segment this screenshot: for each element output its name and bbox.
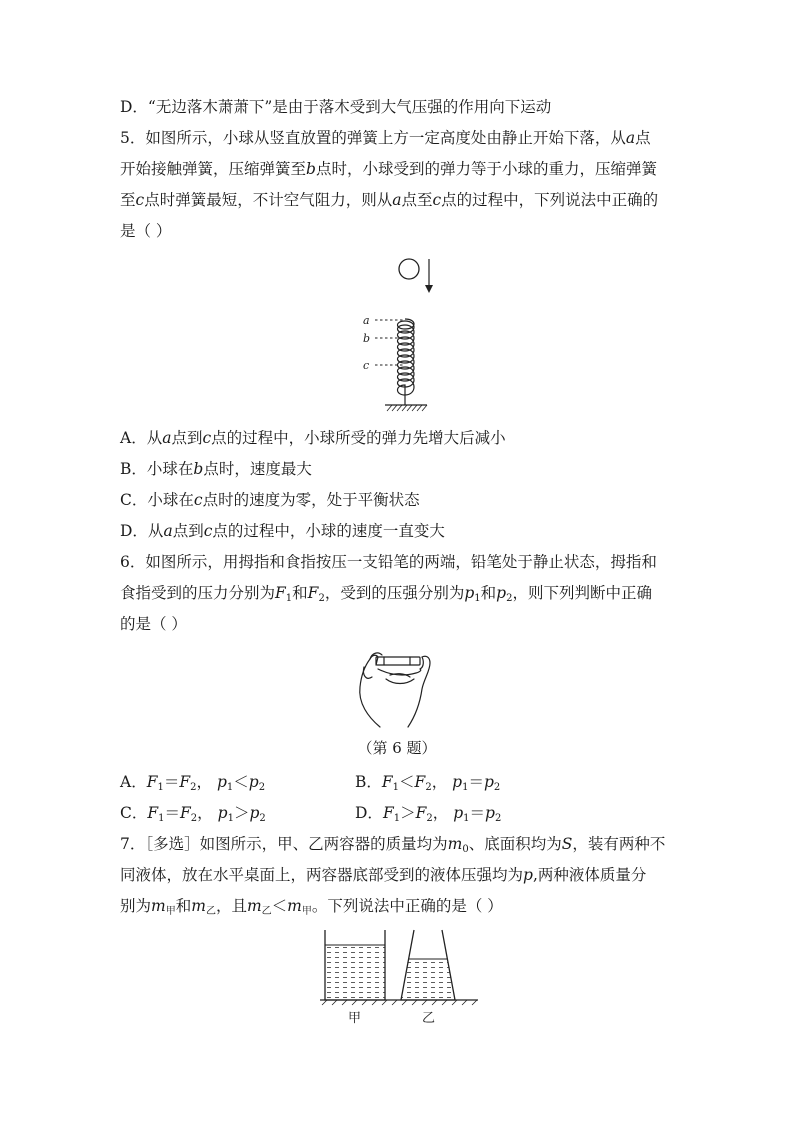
- q5-spring-figure: [355, 255, 475, 420]
- q5-opt-text: 点的过程中，小球所受的弹力先增大后减小: [211, 429, 506, 447]
- q7-op: ＜: [271, 897, 288, 915]
- q7-text: ,两种液体质量分: [532, 866, 647, 884]
- q6-var: p: [485, 804, 495, 822]
- q7-text: 7．［多选］如图所示，甲、乙两容器的质量均为: [120, 835, 448, 853]
- label-c: c: [363, 359, 370, 372]
- q5-text: 5．如图所示，小球从竖直放置的弹簧上方一定高度处由静止开始下落，从: [120, 129, 626, 147]
- q6-stem-line-2: [120, 583, 652, 609]
- q6-sub: 2: [259, 813, 266, 824]
- q5-option-d: [120, 521, 445, 541]
- q5-stem-line-1: [120, 128, 651, 148]
- q6-figure-caption: （第 6 题）: [357, 739, 437, 757]
- q5-option-b: [120, 459, 312, 479]
- q6-punct: ，: [197, 804, 213, 822]
- q6-sub: 2: [190, 782, 197, 793]
- q6-text: 的是（ ）: [120, 615, 187, 633]
- q5-text: 点时弹簧最短，不计空气阻力，则从: [144, 191, 393, 209]
- q6-sub: 2: [493, 782, 501, 793]
- q5-text: 点: [635, 129, 651, 147]
- q6-var: F: [381, 773, 393, 791]
- q5-var: a: [625, 129, 636, 147]
- q5-text: 点的过程中，下列说法中正确的: [441, 191, 659, 209]
- q7-text: 和: [175, 897, 192, 915]
- q5-stem-line-4: [120, 221, 171, 241]
- q6-sub: 1: [226, 782, 234, 793]
- q6-op: ＞: [400, 804, 416, 822]
- hand-icon: [360, 655, 380, 727]
- q5-var: c: [432, 191, 442, 209]
- q7-text: ，且: [215, 897, 247, 915]
- container-jia-icon: [325, 930, 385, 1000]
- q7-var: m: [191, 897, 206, 915]
- q5-opt-text: B．小球在: [120, 460, 194, 478]
- q6-sub: 2: [190, 813, 198, 824]
- q6-punct: ，: [432, 804, 449, 822]
- q6-var: p: [452, 773, 463, 791]
- q6-var: p: [496, 584, 507, 602]
- q7-var: m: [447, 835, 463, 853]
- q6-var: p: [249, 804, 260, 822]
- q6-punct: ，: [431, 773, 448, 791]
- q4-option-d-text: D．“无边落木萧萧下”是由于落木受到大气压强的作用向下运动: [120, 98, 552, 116]
- q5-opt-var: c: [193, 491, 203, 509]
- q6-sub: 2: [494, 813, 502, 824]
- q6-text: 6．如图所示，用拇指和食指按压一支铅笔的两端，铅笔处于静止状态，拇指和: [120, 553, 657, 571]
- q6-opt-label: C．: [120, 804, 148, 822]
- q5-opt-text: D．从: [120, 522, 164, 540]
- label-jia: 甲: [348, 1011, 362, 1026]
- q5-var: c: [135, 191, 145, 209]
- q7-text: 、底面积均为: [468, 835, 562, 853]
- q7-sub: 0: [462, 844, 469, 855]
- q6-sub: 1: [474, 593, 481, 604]
- ball-icon: [399, 259, 419, 279]
- q6-var: F: [180, 804, 191, 822]
- q7-text: 别为: [120, 897, 152, 915]
- q5-opt-var: b: [193, 460, 204, 478]
- q5-text: 至: [120, 191, 136, 209]
- q5-option-a: [120, 428, 506, 448]
- q5-opt-var: a: [162, 429, 172, 447]
- q6-sub: 1: [227, 813, 234, 824]
- spring-icon: [398, 319, 415, 405]
- q6-hand-pencil-figure: [350, 645, 445, 730]
- q5-opt-text: A．从: [120, 429, 163, 447]
- q6-var: F: [179, 773, 191, 791]
- q5-var: a: [392, 191, 402, 209]
- q6-opt-label: A．: [120, 773, 147, 791]
- q7-sub: 乙: [261, 906, 272, 917]
- q7-stem-line-2: [120, 865, 646, 885]
- q7-text: ，装有两种不: [572, 835, 666, 853]
- label-b: b: [363, 332, 371, 345]
- q6-sub: 2: [425, 782, 432, 793]
- q6-text: ，受到的压强分别为: [324, 584, 465, 602]
- q5-opt-var: a: [163, 522, 173, 540]
- q6-op: ＜: [233, 773, 249, 791]
- q6-option-c: [120, 803, 266, 829]
- q6-sub: 1: [392, 782, 400, 793]
- q5-opt-var: c: [203, 522, 213, 540]
- q4-option-d: [120, 97, 551, 117]
- q6-var: F: [275, 584, 286, 602]
- q6-text: 和: [480, 584, 497, 602]
- q6-var: p: [453, 804, 464, 822]
- q6-text: ，则下列判断中正确: [512, 584, 652, 602]
- container-yi-icon: [401, 930, 455, 1000]
- label-yi: 乙: [422, 1011, 436, 1026]
- q7-text: 。下列说法中正确的是（ ）: [311, 897, 503, 915]
- q6-sub: 2: [318, 593, 325, 604]
- q6-opt-label: D．: [355, 804, 383, 822]
- q6-stem-line-1: [120, 552, 657, 572]
- q6-text: 和: [292, 584, 308, 602]
- q5-stem-line-3: [120, 190, 658, 210]
- q5-text: 开始接触弹簧，压缩弹簧至: [120, 160, 307, 178]
- q5-opt-text: 点时，速度最大: [203, 460, 312, 478]
- q7-sub: 甲: [301, 906, 312, 917]
- q6-var: F: [307, 584, 319, 602]
- q6-sub: 2: [426, 813, 433, 824]
- q7-containers-figure: [318, 925, 483, 1030]
- q6-sub: 1: [462, 782, 469, 793]
- q6-sub: 2: [258, 782, 266, 793]
- q5-option-c: [120, 490, 420, 510]
- q6-stem-line-3: [120, 614, 187, 634]
- q7-stem-line-3: [120, 896, 503, 922]
- label-a: a: [363, 314, 370, 327]
- q6-option-a: [120, 772, 265, 798]
- q6-sub: 1: [157, 782, 164, 793]
- q6-var: F: [147, 804, 159, 822]
- q6-sub: 1: [463, 813, 470, 824]
- q5-text: 是（ ）: [120, 222, 172, 240]
- q5-opt-text: 点的过程中，小球的速度一直变大: [212, 522, 445, 540]
- q6-option-d: [355, 803, 501, 829]
- q6-sub: 1: [285, 593, 293, 604]
- q6-var: p: [216, 773, 227, 791]
- q5-var: b: [306, 160, 316, 178]
- q6-op: ＞: [233, 804, 250, 822]
- q6-var: p: [464, 584, 475, 602]
- q7-var: p: [523, 866, 533, 884]
- q5-stem-line-2: [120, 159, 657, 179]
- q7-var: S: [561, 835, 573, 853]
- q7-sub: 甲: [165, 906, 176, 917]
- q6-punct: ，: [196, 773, 213, 791]
- q6-option-b: [355, 772, 500, 798]
- q6-var: p: [483, 773, 494, 791]
- q6-sub: 2: [506, 593, 513, 604]
- q6-var: F: [414, 773, 426, 791]
- q6-op: ＝: [469, 804, 486, 822]
- q6-op: ＝: [468, 773, 484, 791]
- q6-sub: 1: [393, 813, 401, 824]
- q7-var: m: [246, 897, 262, 915]
- q7-stem-line-1: [120, 834, 665, 860]
- q6-var: F: [382, 804, 394, 822]
- q6-sub: 1: [158, 813, 165, 824]
- pencil-icon: [376, 657, 420, 665]
- q6-var: p: [248, 773, 259, 791]
- q5-opt-text: 点到: [171, 429, 203, 447]
- q6-var: F: [415, 804, 427, 822]
- q7-var: m: [287, 897, 302, 915]
- q6-op: ＜: [399, 773, 415, 791]
- q6-var: F: [146, 773, 158, 791]
- q5-text: 点至: [401, 191, 433, 209]
- q5-text: 点时，小球受到的弹力等于小球的重力，压缩弹簧: [315, 160, 657, 178]
- q5-opt-text: 点到: [172, 522, 204, 540]
- q7-var: m: [151, 897, 166, 915]
- q5-opt-text: 点时的速度为零，处于平衡状态: [202, 491, 420, 509]
- q7-sub: 乙: [205, 906, 216, 917]
- q6-op: ＝: [164, 804, 181, 822]
- q6-opt-label: B．: [355, 773, 382, 791]
- q5-opt-var: c: [202, 429, 212, 447]
- q7-text: 同液体，放在水平桌面上，两容器底部受到的液体压强均为: [120, 866, 524, 884]
- q6-var: p: [217, 804, 228, 822]
- q5-opt-text: C．小球在: [120, 491, 194, 509]
- q6-op: ＝: [163, 773, 180, 791]
- q6-text: 食指受到的压力分别为: [120, 584, 276, 602]
